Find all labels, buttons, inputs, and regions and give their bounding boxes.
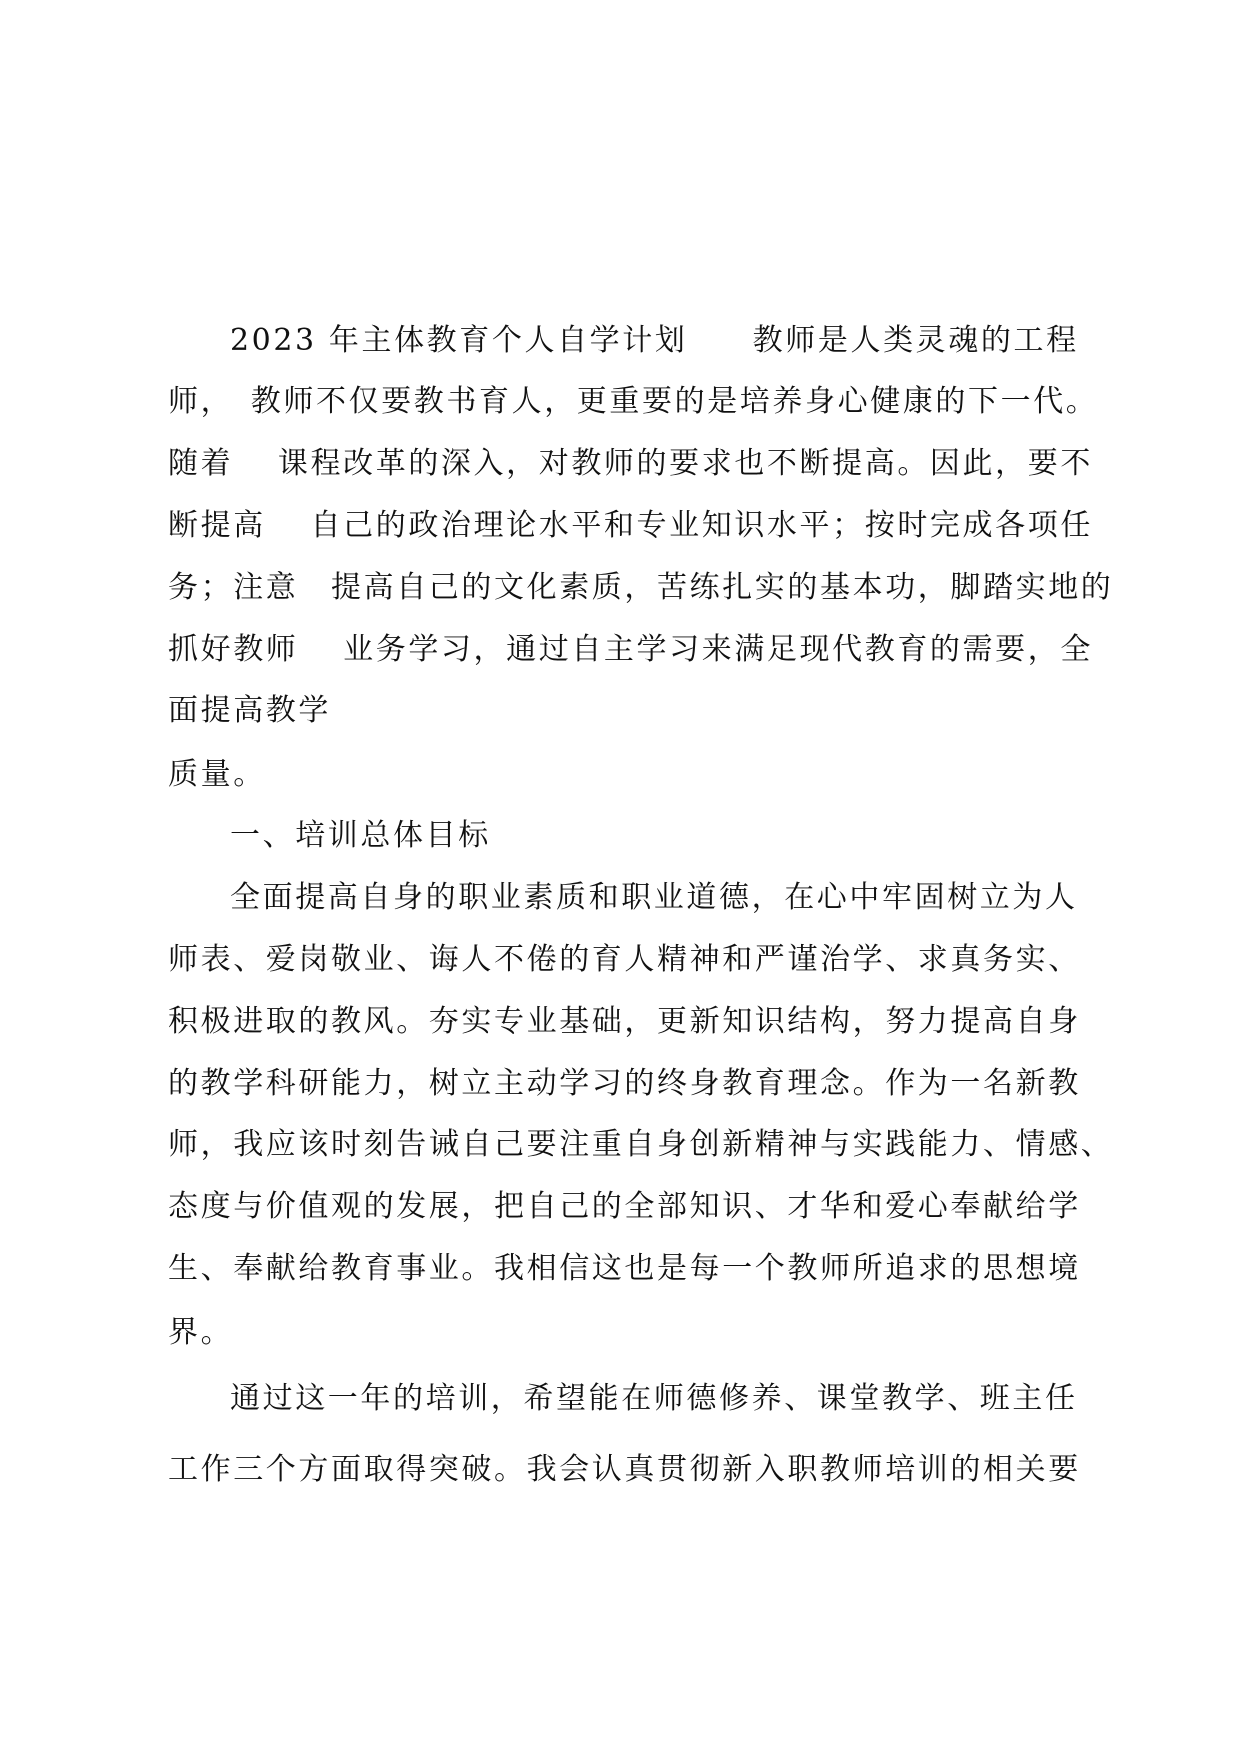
body-line: 生、奉献给教育事业。我相信这也是每一个教师所追求的思想境 [168,1251,1081,1286]
body-line: 态度与价值观的发展，把自己的全部知识、才华和爱心奉献给学 [168,1189,1081,1224]
body-line: 随着 课程改革的深入，对教师的要求也不断提高。因此，要不 [168,446,1093,481]
section-heading: 一、培训总体目标 [230,818,491,853]
body-line: 积极进取的教风。夯实专业基础，更新知识结构，努力提高自身 [168,1004,1081,1039]
body-line: 务；注意 提高自己的文化素质，苦练扎实的基本功，脚踏实地的 [168,570,1114,605]
body-line: 抓好教师 业务学习，通过自主学习来满足现代教育的需要，全 [168,632,1093,667]
body-line: 工作三个方面取得突破。我会认真贯彻新入职教师培训的相关要 [168,1452,1081,1487]
body-line: 通过这一年的培训，希望能在师德修养、课堂教学、班主任 [230,1381,1078,1416]
body-line: 界。 [168,1315,234,1350]
body-line: 师表、爱岗敬业、诲人不倦的育人精神和严谨治学、求真务实、 [168,942,1081,977]
body-line: 2023 年主体教育个人自学计划 教师是人类灵魂的工程 [230,323,1079,358]
body-line: 全面提高自身的职业素质和职业道德，在心中牢固树立为人 [230,880,1078,915]
body-line: 师， 教师不仅要教书育人，更重要的是培养身心健康的下一代。 [168,384,1099,419]
body-line: 质量。 [168,757,266,792]
body-line: 的教学科研能力，树立主动学习的终身教育理念。作为一名新教 [168,1066,1081,1101]
body-line: 面提高教学 [168,693,331,728]
body-line: 断提高 自己的政治理论水平和专业知识水平；按时完成各项任 [168,508,1093,543]
body-line: 师，我应该时刻告诫自己要注重自身创新精神与实践能力、情感、 [168,1127,1114,1162]
